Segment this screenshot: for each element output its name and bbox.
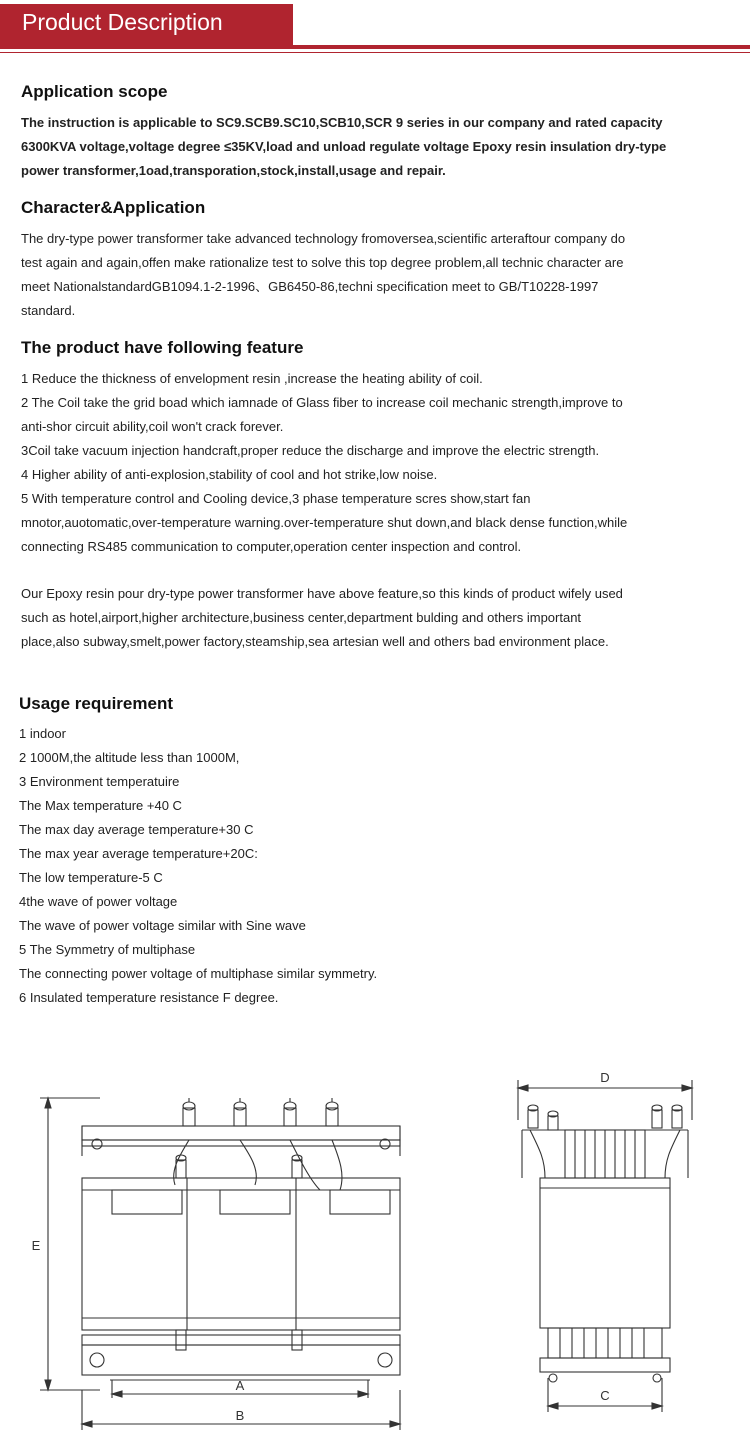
feature-line: 2 The Coil take the grid boad which iamnade of Glass fiber to increase coil mechanic strength,improve to	[21, 395, 623, 410]
usage-line: 2 1000M,the altitude less than 1000M,	[19, 750, 240, 765]
usage-line: 6 Insulated temperature resistance F degree.	[19, 990, 279, 1005]
application-scope-text	[21, 111, 737, 183]
dimension-label-d: D	[600, 1070, 610, 1085]
usage-line: The Max temperature +40 C	[19, 798, 182, 813]
dimension-label-e: E	[31, 1238, 41, 1253]
feature-line: mnotor,auotomatic,over-temperature warning.over-temperature shut down,and black dense function,while	[21, 515, 628, 530]
section-banner	[0, 0, 750, 54]
feature-line: 4 Higher ability of anti-explosion,stability of cool and hot strike,low noise.	[21, 467, 438, 482]
dimension-label-b: B	[235, 1408, 245, 1423]
text-line: test again and again,offen make rationalize test to solve this top degree problem,all technic character are	[21, 255, 624, 270]
summary-line: such as hotel,airport,higher architecture,business center,department bulding and others important	[21, 610, 582, 625]
feature-line: 3Coil take vacuum injection handcraft,proper reduce the discharge and improve the electric strength.	[21, 443, 600, 458]
usage-list	[19, 722, 735, 1010]
usage-line: 5 The Symmetry of multiphase	[19, 942, 196, 957]
top-bushings	[183, 1098, 338, 1126]
banner-rule-thick	[0, 45, 750, 49]
text-line: The instruction is applicable to SC9.SCB9.SC10,SCB10,SCR 9 series in our company and rated capacity	[21, 115, 663, 130]
usage-line: The low temperature-5 C	[19, 870, 163, 885]
drawings-svg	[0, 1060, 750, 1447]
character-heading: Character&Application	[21, 198, 206, 217]
usage-line: The max day average temperature+30 C	[19, 822, 254, 837]
dimension-label-a: A	[235, 1378, 245, 1393]
feature-line: 5 With temperature control and Cooling device,3 phase temperature scres show,start fan	[21, 491, 531, 506]
features-list	[21, 367, 737, 654]
usage-line: The max year average temperature+20C:	[19, 846, 258, 861]
transformer-drawings	[0, 1060, 750, 1447]
character-text	[21, 227, 737, 323]
text-line: standard.	[21, 303, 76, 318]
front-view-drawing	[40, 1098, 400, 1430]
summary-line: Our Epoxy resin pour dry-type power transformer have above feature,so this kinds of product wifely used	[21, 586, 623, 601]
application-scope-heading: Application scope	[21, 82, 168, 101]
feature-line: connecting RS485 communication to computer,operation center inspection and control.	[21, 539, 522, 554]
usage-line: 4the wave of power voltage	[19, 894, 178, 909]
side-view-drawing	[518, 1080, 692, 1412]
banner-rule-thin	[0, 52, 750, 53]
banner-title: Product Description	[22, 9, 223, 35]
usage-section	[19, 692, 735, 1010]
usage-heading: Usage requirement	[19, 694, 173, 713]
description-content	[21, 80, 737, 654]
text-line: The dry-type power transformer take advanced technology fromoversea,scientific arteraftour company do	[21, 231, 626, 246]
usage-line: The connecting power voltage of multiphase similar symmetry.	[19, 966, 378, 981]
dimension-label-c: C	[600, 1388, 610, 1403]
usage-line: 3 Environment temperatuire	[19, 774, 180, 789]
spacer	[21, 559, 737, 582]
feature-line: 1 Reduce the thickness of envelopment resin ,increase the heating ability of coil.	[21, 371, 483, 386]
text-line: power transformer,1oad,transporation,stock,install,usage and repair.	[21, 163, 446, 178]
summary-line: place,also subway,smelt,power factory,steamship,sea artesian well and others bad environment place.	[21, 634, 609, 649]
text-line: meet NationalstandardGB1094.1-2-1996、GB6450-86,techni specification meet to GB/T10228-1997	[21, 279, 599, 294]
features-heading: The product have following feature	[21, 338, 304, 357]
usage-line: The wave of power voltage similar with Sine wave	[19, 918, 306, 933]
text-line: 6300KVA voltage,voltage degree ≤35KV,load and unload regulate voltage Epoxy resin insulation dry-type	[21, 139, 667, 154]
feature-line: anti-shor circuit ability,coil won't crack forever.	[21, 419, 284, 434]
usage-line: 1 indoor	[19, 726, 66, 741]
